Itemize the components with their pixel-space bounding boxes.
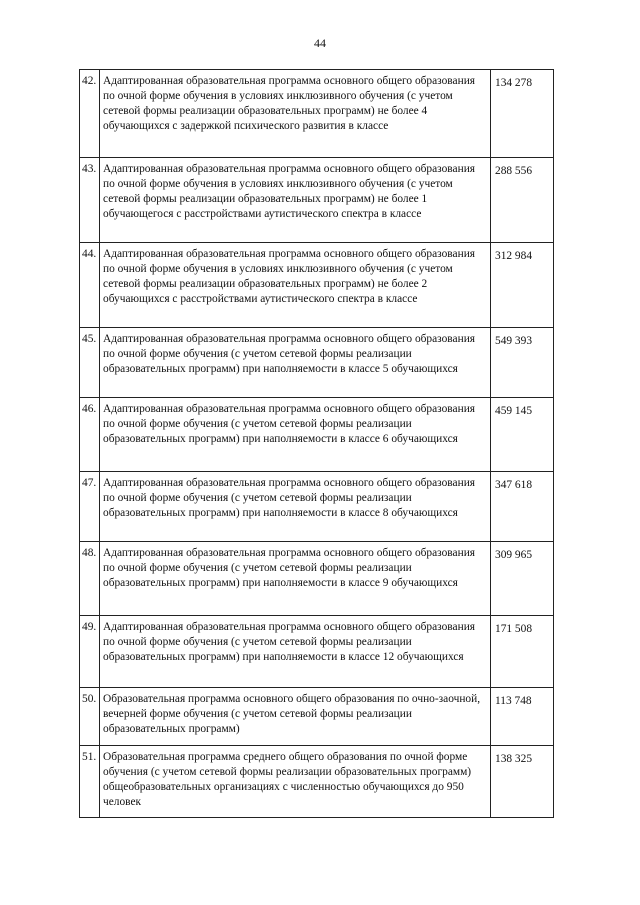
program-description: Образовательная программа среднего общего образования по очной форме обучения (с учетом сетевой формы реализации образовательных программ) общеобразовательных организациях с численностью обучающихся до 950 человек xyxy=(100,746,491,818)
row-number: 45. xyxy=(80,328,100,398)
cost-value: 288 556 xyxy=(491,158,554,243)
table-row xyxy=(80,70,554,158)
row-number: 43. xyxy=(80,158,100,243)
program-description: Адаптированная образовательная программа основного общего образования по очной форме обучения в условиях инклюзивного обучения (с учетом сетевой формы реализации образовательных программ) не более 2 обучающихся с расстройствами аутистического спектра в классе xyxy=(100,243,491,328)
row-number: 49. xyxy=(80,616,100,688)
program-description: Адаптированная образовательная программа основного общего образования по очной форме обучения (с учетом сетевой формы реализации образовательных программ) при наполняемости в классе 5 обучающихся xyxy=(100,328,491,398)
cost-value: 312 984 xyxy=(491,243,554,328)
program-description: Адаптированная образовательная программа основного общего образования по очной форме обучения в условиях инклюзивного обучения (с учетом сетевой формы реализации образовательных программ) не более 1 обучающегося с расстройствами аутистического спектра в классе xyxy=(100,158,491,243)
table-row xyxy=(80,243,554,328)
cost-value: 459 145 xyxy=(491,398,554,472)
table-row xyxy=(80,688,554,746)
cost-value: 347 618 xyxy=(491,472,554,542)
cost-value: 113 748 xyxy=(491,688,554,746)
cost-value: 134 278 xyxy=(491,70,554,158)
page-number: 44 xyxy=(314,36,326,50)
program-description: Образовательная программа основного общего образования по очно-заочной, вечерней форме обучения (с учетом сетевой формы реализации образовательных программ) xyxy=(100,688,491,746)
row-number: 48. xyxy=(80,542,100,616)
table-row xyxy=(80,616,554,688)
program-description: Адаптированная образовательная программа основного общего образования по очной форме обучения (с учетом сетевой формы реализации образовательных программ) при наполняемости в классе 12 обучающихся xyxy=(100,616,491,688)
table-row xyxy=(80,398,554,472)
table-row xyxy=(80,746,554,818)
table-row xyxy=(80,472,554,542)
row-number: 42. xyxy=(80,70,100,158)
cost-value: 138 325 xyxy=(491,746,554,818)
cost-value: 549 393 xyxy=(491,328,554,398)
program-description: Адаптированная образовательная программа основного общего образования по очной форме обучения в условиях инклюзивного обучения (с учетом сетевой формы реализации образовательных программ) не более 4 обучающихся с задержкой психического развития в классе xyxy=(100,70,491,158)
table-row xyxy=(80,542,554,616)
program-description: Адаптированная образовательная программа основного общего образования по очной форме обучения (с учетом сетевой формы реализации образовательных программ) при наполняемости в классе 9 обучающихся xyxy=(100,542,491,616)
row-number: 50. xyxy=(80,688,100,746)
cost-value: 309 965 xyxy=(491,542,554,616)
cost-value: 171 508 xyxy=(491,616,554,688)
row-number: 51. xyxy=(80,746,100,818)
row-number: 47. xyxy=(80,472,100,542)
program-description: Адаптированная образовательная программа основного общего образования по очной форме обучения (с учетом сетевой формы реализации образовательных программ) при наполняемости в классе 6 обучающихся xyxy=(100,398,491,472)
table-row xyxy=(80,328,554,398)
cost-table xyxy=(79,69,554,818)
table-row xyxy=(80,158,554,243)
row-number: 44. xyxy=(80,243,100,328)
program-description: Адаптированная образовательная программа основного общего образования по очной форме обучения (с учетом сетевой формы реализации образовательных программ) при наполняемости в классе 8 обучающихся xyxy=(100,472,491,542)
row-number: 46. xyxy=(80,398,100,472)
